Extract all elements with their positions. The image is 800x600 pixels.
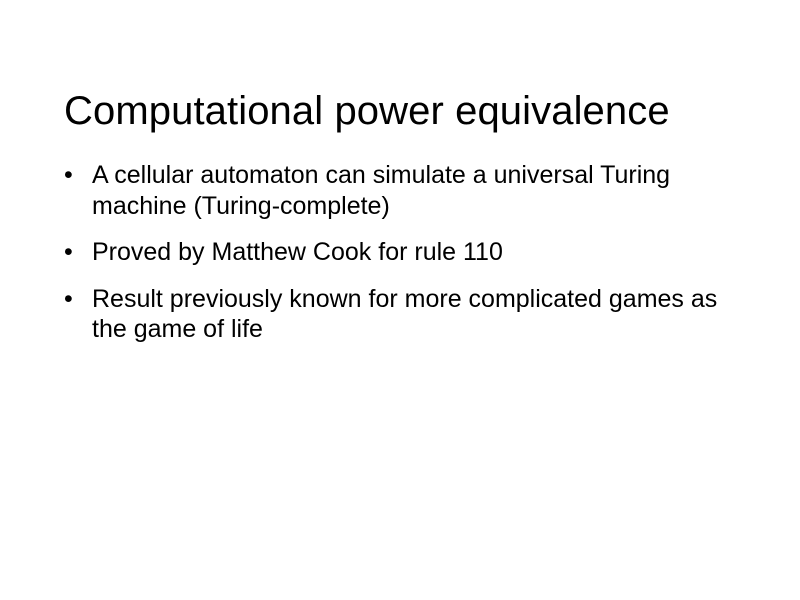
list-item [62,160,752,221]
bullet-marker-icon: • [64,238,73,266]
list-item [62,237,752,268]
list-item [62,284,752,345]
bullet-list [62,160,752,345]
page-title: Computational power equivalence [64,88,670,133]
list-item-text: Proved by Matthew Cook for rule 110 [92,238,503,266]
list-item-text: Result previously known for more complicated games as the game of life [92,284,718,343]
list-item-text: A cellular automaton can simulate a universal Turing machine (Turing-complete) [92,161,671,220]
bullet-marker-icon: • [64,161,73,189]
bullet-marker-icon: • [64,284,73,313]
